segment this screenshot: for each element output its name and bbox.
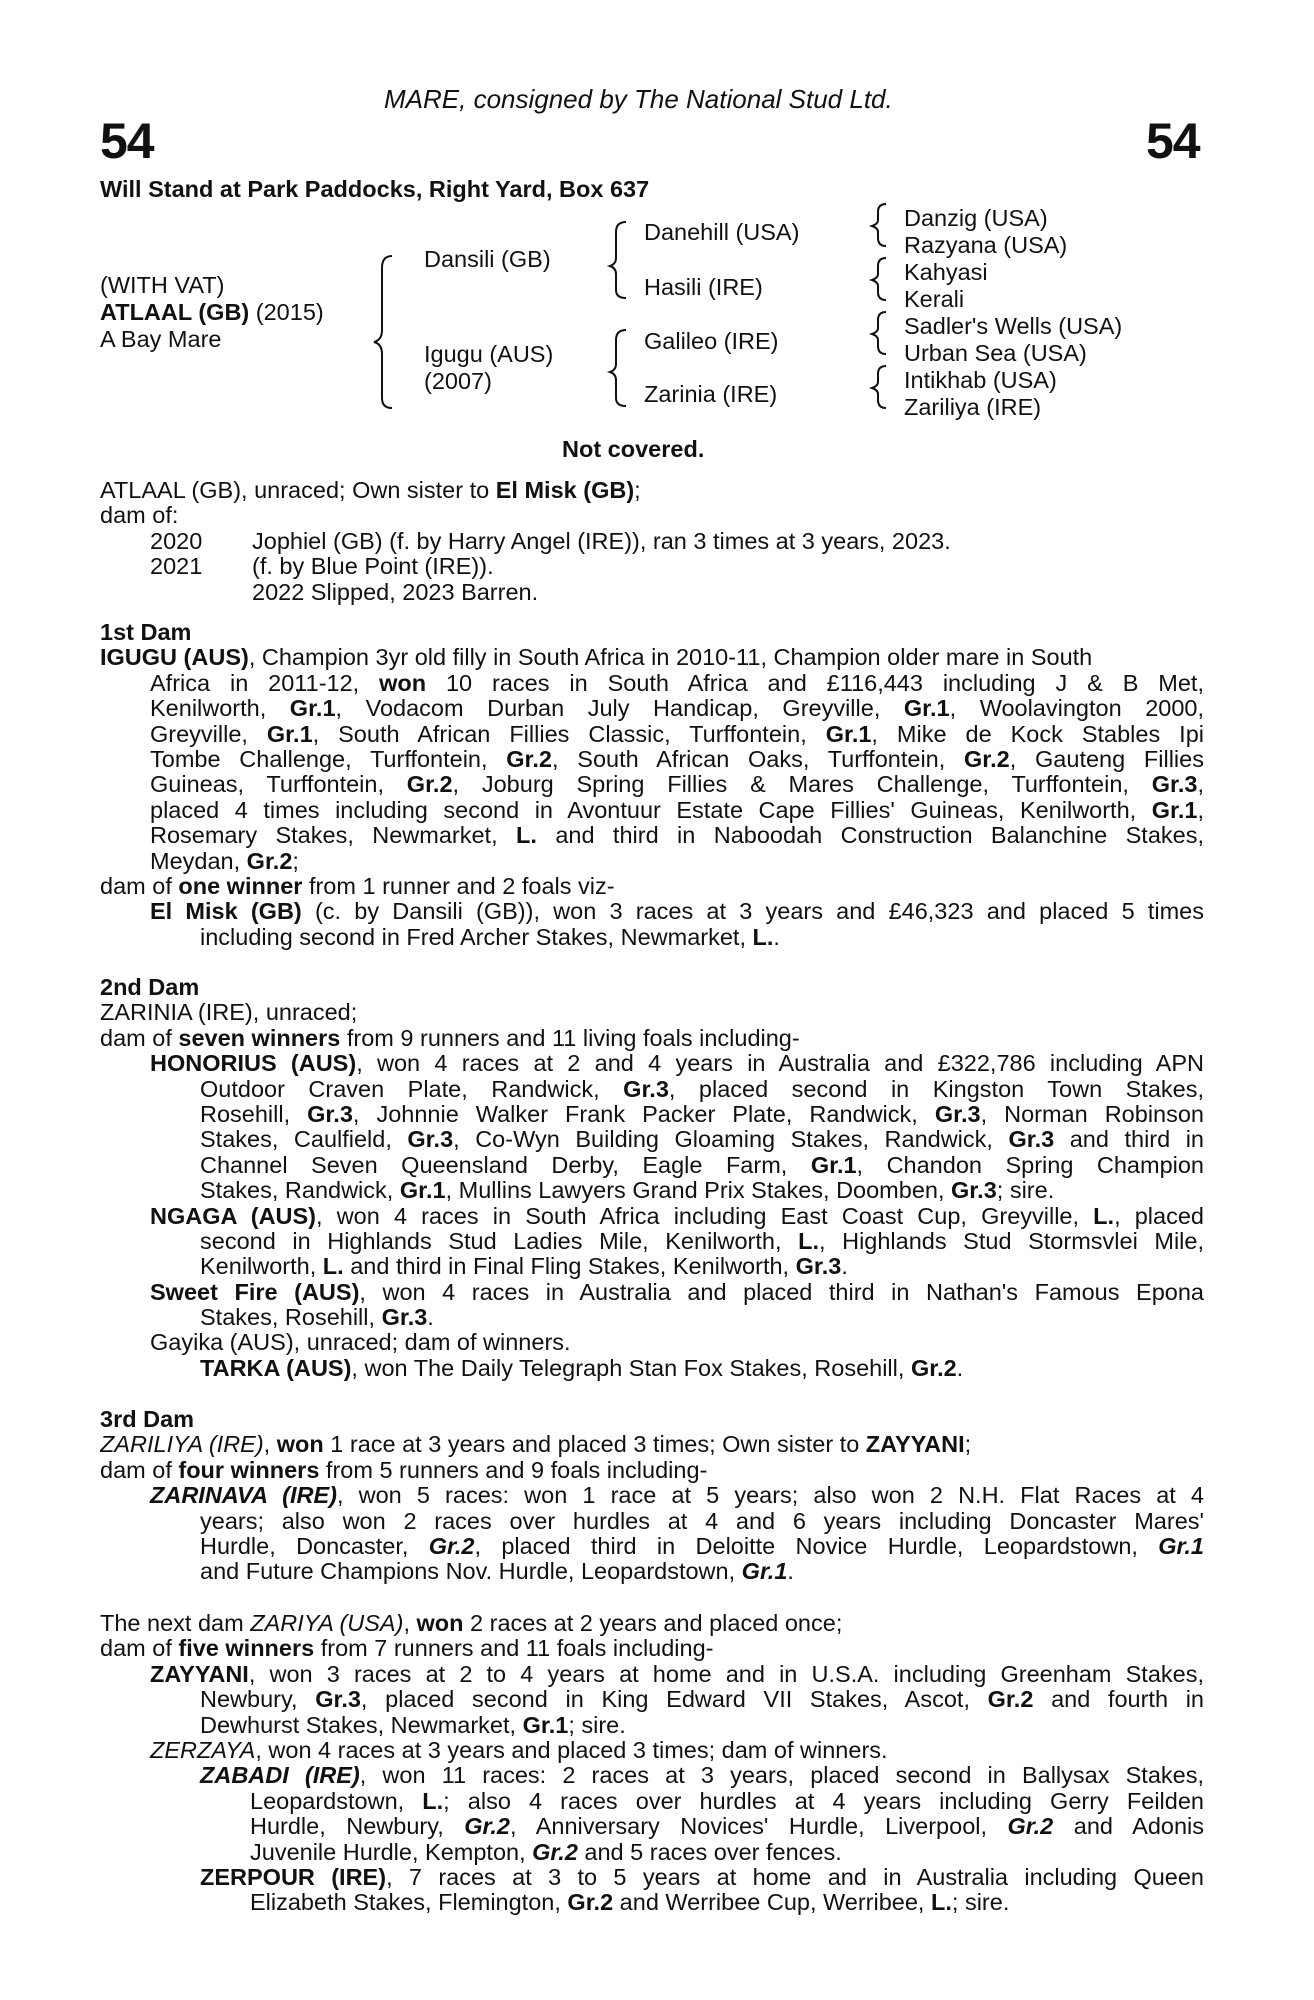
pedigree-gen3: Zariliya (IRE) xyxy=(904,394,1042,420)
intro-line: ATLAAL (GB), unraced; Own sister to El Misk (GB); xyxy=(100,478,641,503)
lot-number-left: 54 xyxy=(100,113,154,169)
section-heading: 3rd Dam xyxy=(100,1407,195,1432)
progeny-entry: Sweet Fire (AUS), won 4 races in Australia and placed third in Nathan's Famous Epona xyxy=(150,1279,1204,1305)
pedigree-gen3: Intikhab (USA) xyxy=(904,367,1057,393)
progeny-entry: ZAYYANI, won 3 races at 2 to 4 years at home and in U.S.A. including Greenham Stakes, xyxy=(150,1661,1204,1687)
third-dam-section: 3rd Dam ZARILIYA (IRE), won 1 race at 3 years and placed 3 times; Own sister to ZAYYANI; dam of four winners from 5 runners and 9 foals including- ZARINAVA (IRE), won 5 races: won 1 race at 5 years; also won 2 N.H. Flat Races at 4 years; also won 2 races over hurdles at 4 and 6 years including Doncaster Mares' Hurdle, Doncaster, Gr.2, placed third in Deloitte Novice Hurdle, Leopardstown, Gr.1 and Future Champions Nov. Hurdle, Leopardstown, Gr.1. xyxy=(100,1407,1204,1585)
subject-name: ATLAAL (GB) xyxy=(100,299,250,325)
pedigree-gen3: Danzig (USA) xyxy=(904,205,1048,231)
first-dam-section: 1st Dam IGUGU (AUS), Champion 3yr old filly in South Africa in 2010-11, Champion older mare in South Africa in 2011-12, won 10 races in South Africa and £116,443 including J & B Met, Kenilworth, Gr.1, Vodacom Durban July Handicap, Greyville, Gr.1, Woolavington 2000, Greyville, Gr.1, South African Fillies Classic, Turffontein, Gr.1, Mike de Kock Stables Ipi Tombe Challenge, Turffontein, Gr.2, South African Oaks, Turffontein, Gr.2, Gauteng Fillies Guineas, Turffontein, Gr.2, Joburg Spring Fillies & Mares Challenge, Turffontein, Gr.3, placed 4 times including second in Avontuur Estate Cape Fillies' Guineas, Kenilworth, Gr.1, Rosemary Stakes, Newmarket, L. and third in Naboodah Construction Balanchine Stakes, Meydan, Gr.2; dam of one winner from 1 runner and 2 foals viz- El Misk (GB) (c. by Dansili (GB)), won 3 races at 3 years and £46,323 and placed 5 times including second in Fred Archer Stakes, Newmarket, L.. xyxy=(100,620,1204,950)
second-dam-section: 2nd Dam ZARINIA (IRE), unraced; dam of seven winners from 9 runners and 11 living foals including- HONORIUS (AUS), won 4 races at 2 and 4 years in Australia and £322,786 including APN Outdoor Craven Plate, Randwick, Gr.3, placed second in Kingston Town Stakes, Rosehill, Gr.3, Johnnie Walker Frank Packer Plate, Randwick, Gr.3, Norman Robinson Stakes, Caulfield, Gr.3, Co-Wyn Building Gloaming Stakes, Randwick, Gr.3 and third in Channel Seven Queensland Derby, Eagle Farm, Gr.1, Chandon Spring Champion Stakes, Randwick, Gr.1, Mullins Lawyers Grand Prix Stakes, Doomben, Gr.3; sire. NGAGA (AUS), won 4 races in South Africa including East Coast Cup, Greyville, L., placed second in Highlands Stud Ladies Mile, Kenilworth, L., Highlands Stud Stormsvlei Mile, Kenilworth, L. and third in Final Fling Stakes, Kenilworth, Gr.3. Sweet Fire (AUS), won 4 races in Australia and placed third in Nathan's Famous Epona Stakes, Rosehill, Gr.3. Gayika (AUS), unraced; dam of winners. TARKA (AUS), won The Daily Telegraph Stan Fox Stakes, Rosehill, Gr.2. xyxy=(100,975,1204,1381)
subject-year: (2015) xyxy=(255,299,324,325)
next-dam-section: The next dam ZARIYA (USA), won 2 races at 2 years and placed once; dam of five winners from 7 runners and 11 foals including- ZAYYANI, won 3 races at 2 to 4 years at home and in U.S.A. including Greenham Stakes, Newbury, Gr.3, placed second in King Edward VII Stakes, Ascot, Gr.2 and fourth in Dewhurst Stakes, Newmarket, Gr.1; sire. ZERZAYA, won 4 races at 3 years and placed 3 times; dam of winners. ZABADI (IRE), won 11 races: 2 races at 3 years, placed second in Ballysax Stakes, Leopardstown, L.; also 4 races over hurdles at 4 years including Gerry Feilden Hurdle, Newbury, Gr.2, Anniversary Novices' Hurdle, Liverpool, Gr.2 and Adonis Juvenile Hurdle, Kempton, Gr.2 and 5 races over fences. ZERPOUR (IRE), 7 races at 3 to 5 years at home and in Australia including Queen Elizabeth Stakes, Flemington, Gr.2 and Werribee Cup, Werribee, L.; sire. xyxy=(100,1611,1204,1916)
section-heading: 2nd Dam xyxy=(100,975,200,1000)
progeny-entry: ZARINAVA (IRE), won 5 races: won 1 race at 5 years; also won 2 N.H. Flat Races at 4 xyxy=(150,1483,1204,1509)
pedigree-gen3: Urban Sea (USA) xyxy=(904,340,1087,366)
progeny-entry: ZERZAYA, won 4 races at 3 years and placed 3 times; dam of winners. xyxy=(150,1737,888,1763)
pedigree-gen3: Razyana (USA) xyxy=(904,232,1068,258)
pedigree-gen3: Kahyasi xyxy=(904,259,988,285)
covering-status: Not covered. xyxy=(562,436,705,462)
intro-block xyxy=(100,478,1204,605)
lot-number-right: 54 xyxy=(1146,113,1200,169)
progeny-entry: El Misk (GB) (c. by Dansili (GB)), won 3 races at 3 years and £46,323 and placed 5 times xyxy=(150,899,1204,925)
stand-location: Will Stand at Park Paddocks, Right Yard, Box 637 xyxy=(100,176,650,202)
pedigree-gen2: Zarinia (IRE) xyxy=(644,381,778,407)
consignor-line: MARE, consigned by The National Stud Ltd. xyxy=(384,84,893,114)
vat-note: (WITH VAT) xyxy=(100,272,225,298)
pedigree-sire: Dansili (GB) xyxy=(424,246,551,272)
progeny-entry: HONORIUS (AUS), won 4 races at 2 and 4 years in Australia and £322,786 including APN xyxy=(150,1051,1204,1077)
intro-line: dam of: xyxy=(100,503,179,529)
pedigree-gen3: Sadler's Wells (USA) xyxy=(904,313,1123,339)
section-heading: 1st Dam xyxy=(100,620,192,645)
produce-row: 2022 Slipped, 2023 Barren. xyxy=(252,579,539,605)
progeny-entry: Gayika (AUS), unraced; dam of winners. xyxy=(150,1330,571,1356)
pedigree-dam-year: (2007) xyxy=(424,368,492,394)
progeny-entry: NGAGA (AUS), won 4 races in South Africa including East Coast Cup, Greyville, L., placed xyxy=(150,1203,1204,1229)
progeny-entry: TARKA (AUS), won The Daily Telegraph Stan Fox Stakes, Rosehill, Gr.2. xyxy=(200,1355,964,1381)
pedigree-dam: Igugu (AUS) xyxy=(424,341,554,367)
subject-description: A Bay Mare xyxy=(100,326,222,352)
progeny-entry: ZERPOUR (IRE), 7 races at 3 to 5 years at home and in Australia including Queen xyxy=(200,1864,1204,1890)
produce-row: 2020 Jophiel (GB) (f. by Harry Angel (IRE)), ran 3 times at 3 years, 2023. xyxy=(150,528,951,554)
progeny-entry: ZABADI (IRE), won 11 races: 2 races at 3 years, placed second in Ballysax Stakes, xyxy=(200,1763,1204,1789)
pedigree-gen2: Hasili (IRE) xyxy=(644,274,763,300)
produce-row: 2021 (f. by Blue Point (IRE)). xyxy=(150,554,494,580)
pedigree-gen2: Galileo (IRE) xyxy=(644,328,779,354)
pedigree-gen2: Danehill (USA) xyxy=(644,219,800,245)
pedigree-gen3: Kerali xyxy=(904,286,965,312)
